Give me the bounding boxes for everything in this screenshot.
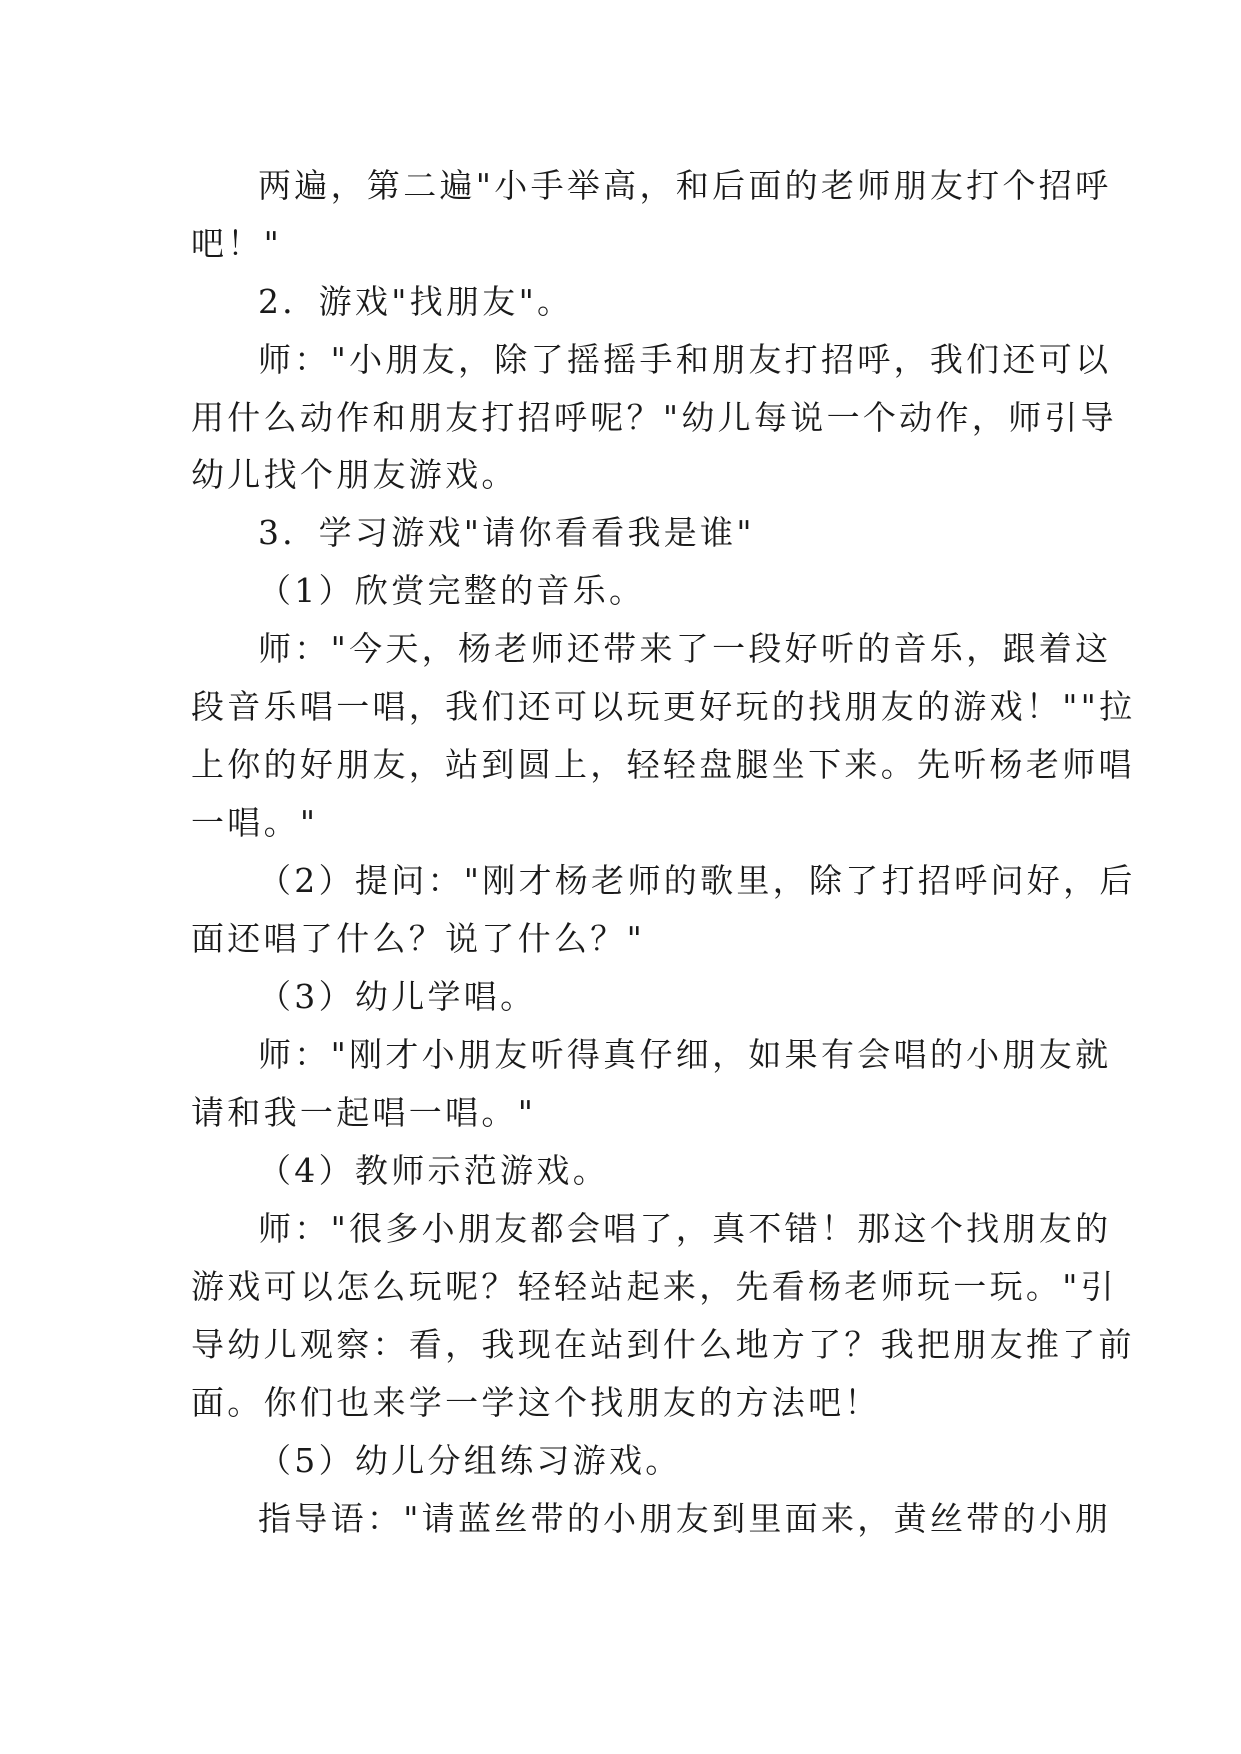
paragraph-line: （2）提问："刚才杨老师的歌里，除了打招呼问好，后 — [258, 861, 1136, 900]
paragraph-line: 一唱。" — [191, 803, 319, 842]
paragraph-line: 请和我一起唱一唱。" — [191, 1093, 537, 1132]
sub-heading: （5）幼儿分组练习游戏。 — [258, 1441, 682, 1480]
paragraph-line: 指导语："请蓝丝带的小朋友到里面来，黄丝带的小朋 — [258, 1499, 1112, 1538]
paragraph-line: 师："刚才小朋友听得真仔细，如果有会唱的小朋友就 — [258, 1035, 1112, 1074]
paragraph-line: 幼儿找个朋友游戏。 — [191, 455, 518, 494]
paragraph-line: 段音乐唱一唱，我们还可以玩更好玩的找朋友的游戏！""拉 — [191, 687, 1136, 726]
paragraph-line: 师："很多小朋友都会唱了，真不错！那这个找朋友的 — [258, 1209, 1112, 1248]
paragraph-line: 用什么动作和朋友打招呼呢？"幼儿每说一个动作，师引导 — [191, 398, 1117, 437]
paragraph-line: 导幼儿观察：看，我现在站到什么地方了？我把朋友推了前 — [191, 1325, 1135, 1364]
sub-heading: （1）欣赏完整的音乐。 — [258, 571, 646, 610]
section-heading: 3．学习游戏"请你看看我是谁" — [258, 513, 755, 552]
paragraph-line: 师："小朋友，除了摇摇手和朋友打招呼，我们还可以 — [258, 340, 1112, 379]
paragraph-line: 面。你们也来学一学这个找朋友的方法吧！ — [191, 1383, 881, 1422]
paragraph-line: 上你的好朋友，站到圆上，轻轻盘腿坐下来。先听杨老师唱 — [191, 745, 1135, 784]
paragraph-line: 师："今天，杨老师还带来了一段好听的音乐，跟着这 — [258, 629, 1112, 668]
sub-heading: （4）教师示范游戏。 — [258, 1151, 609, 1190]
sub-heading: （3）幼儿学唱。 — [258, 977, 537, 1016]
paragraph-line: 两遍，第二遍"小手举高，和后面的老师朋友打个招呼 — [258, 166, 1112, 205]
section-heading: 2．游戏"找朋友"。 — [258, 282, 574, 321]
paragraph-line: 吧！" — [191, 224, 283, 263]
paragraph-line: 游戏可以怎么玩呢？轻轻站起来，先看杨老师玩一玩。"引 — [191, 1267, 1117, 1306]
paragraph-line: 面还唱了什么？说了什么？" — [191, 919, 646, 958]
